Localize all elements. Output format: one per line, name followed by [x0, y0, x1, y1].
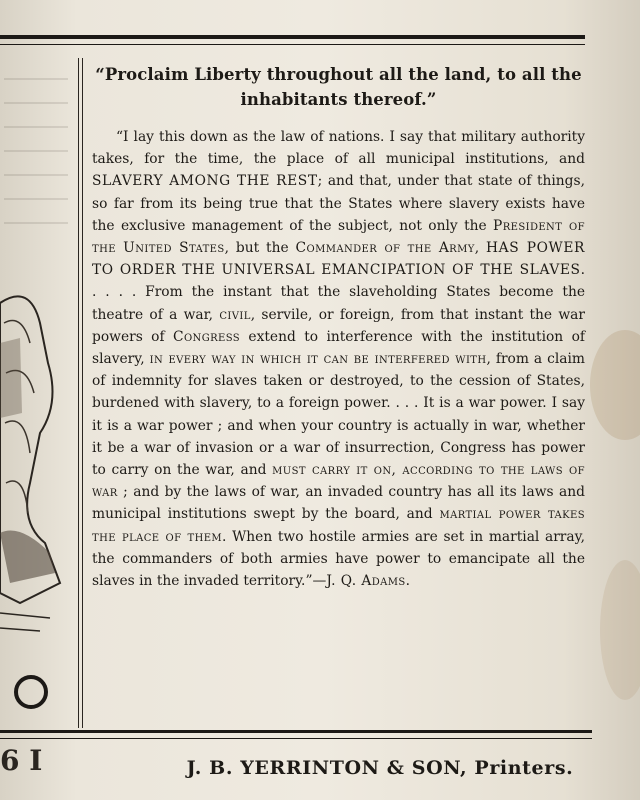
bottom-rule: [0, 730, 592, 733]
top-rule-thin: [0, 44, 585, 45]
top-rule: [0, 35, 585, 39]
fold-mark: 6 I: [0, 744, 43, 777]
article: [92, 62, 585, 592]
left-column-fragment: [0, 58, 74, 728]
article-headline: “Proclaim Liberty throughout all the land, to all the inhabitants thereof.”: [95, 65, 582, 109]
printer-imprint: J. B. YERRINTON & SON, Printers.: [186, 757, 574, 779]
article-body: “I lay this down as the law of nations. I say that military authority takes, for the time, the place of all municipal institutions, and SLAVERY AMONG THE REST; and that, under that state of things, so far from its being true that the States where slavery exists have the exclusive management of the subject, not only the President of the United States, but the Commander of the Army, HAS POWER TO ORDER THE UNIVERSAL EMANCIPATION OF THE SLAVES. . . . . From the instant that the slaveholding States become the theatre of a war, civil, servile, or foreign, from that instant the war powers of Congress extend to interference with the institution of slavery, in every way in which it can be interfered with, from a claim of indemnity for slaves taken or destroyed, to the cession of States, burdened with slavery, to a foreign power. . . . It is a war power. I say it is a war power ; and when your country is actually in war, whether it be a war of invasion or a war of insurrection, Congress has power to carry on the war, and must carry it on, according to the laws of war ; and by the laws of war, an invaded country has all its laws and municipal institutions swept by the board, and martial power takes the place of them. When two hostile armies are set in martial array, the commanders of both armies have power to emancipate all the slaves in the invaded territory.”—J. Q. Adams.: [92, 129, 585, 590]
age-stain: [600, 560, 640, 700]
engraving-illustration: [0, 283, 70, 673]
column-rule: [78, 58, 79, 728]
column-rule: [82, 58, 83, 728]
age-stain: [590, 330, 640, 440]
bottom-rule-thin: [0, 738, 592, 739]
ornament-circle: [14, 675, 48, 709]
